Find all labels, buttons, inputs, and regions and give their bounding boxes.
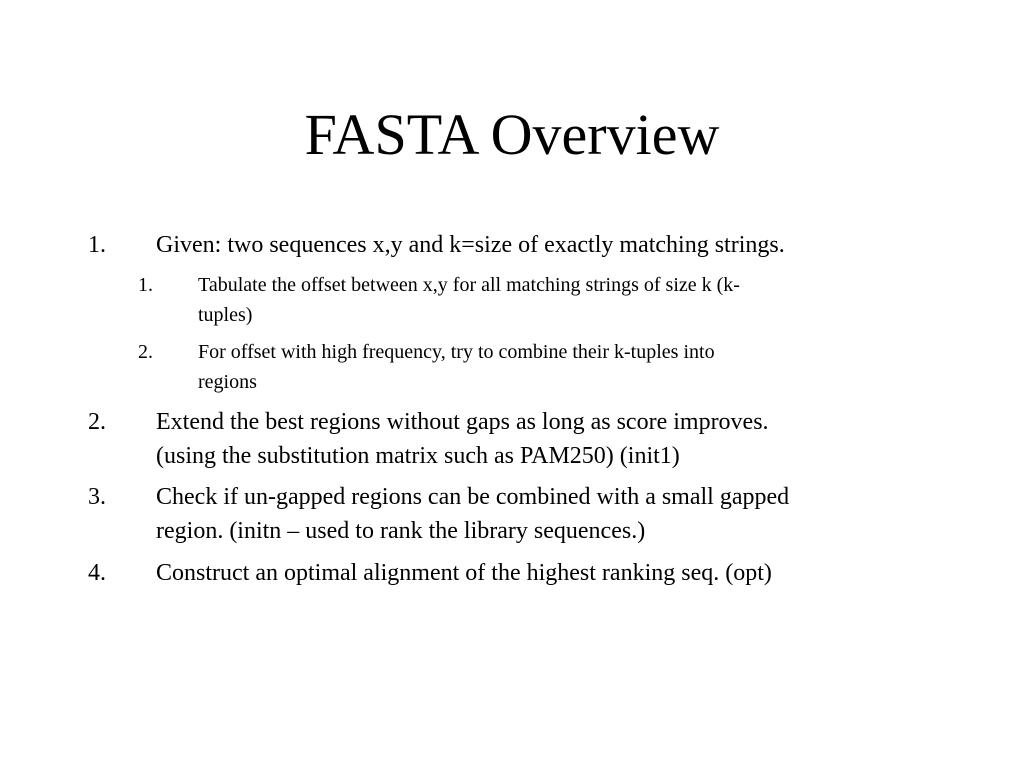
- sub-item-line-1: Tabulate the offset between x,y for all matching strings of size k (k-: [198, 274, 740, 296]
- list-item-text: [156, 480, 916, 548]
- list-item-number: 2.: [88, 409, 106, 435]
- list-item-3: [88, 480, 948, 548]
- slide-title: FASTA Overview: [304, 102, 720, 167]
- list-item-text: [156, 405, 916, 473]
- list-item-line-1: Check if un-gapped regions can be combined with a small gapped: [156, 484, 790, 510]
- list-item-line-1: Extend the best regions without gaps as long as score improves.: [156, 409, 769, 435]
- sub-item-2: [138, 337, 938, 397]
- list-item-line-2: (using the substitution matrix such as PAM250) (init1): [156, 443, 680, 469]
- sub-item-number: 2.: [138, 341, 153, 363]
- list-item-text: Given: two sequences x,y and k=size of exactly matching strings.: [156, 232, 785, 258]
- list-item-4: [88, 556, 948, 590]
- list-item-number: 4.: [88, 560, 106, 586]
- sub-item-text: [198, 270, 918, 330]
- list-item-number: 3.: [88, 484, 106, 510]
- sub-item-line-2: tuples): [198, 304, 253, 326]
- list-item-line-2: region. (initn – used to rank the library sequences.): [156, 518, 646, 544]
- sub-item-line-2: regions: [198, 371, 257, 393]
- sub-item-text: [198, 337, 918, 397]
- list-item-number: 1.: [88, 232, 106, 258]
- sub-item-1: [138, 270, 938, 330]
- sub-item-line-1: For offset with high frequency, try to combine their k-tuples into: [198, 341, 715, 363]
- sub-item-number: 1.: [138, 274, 153, 296]
- list-item-1: [88, 228, 948, 262]
- list-item-2: [88, 405, 948, 473]
- list-item-text: Construct an optimal alignment of the highest ranking seq. (opt): [156, 560, 772, 586]
